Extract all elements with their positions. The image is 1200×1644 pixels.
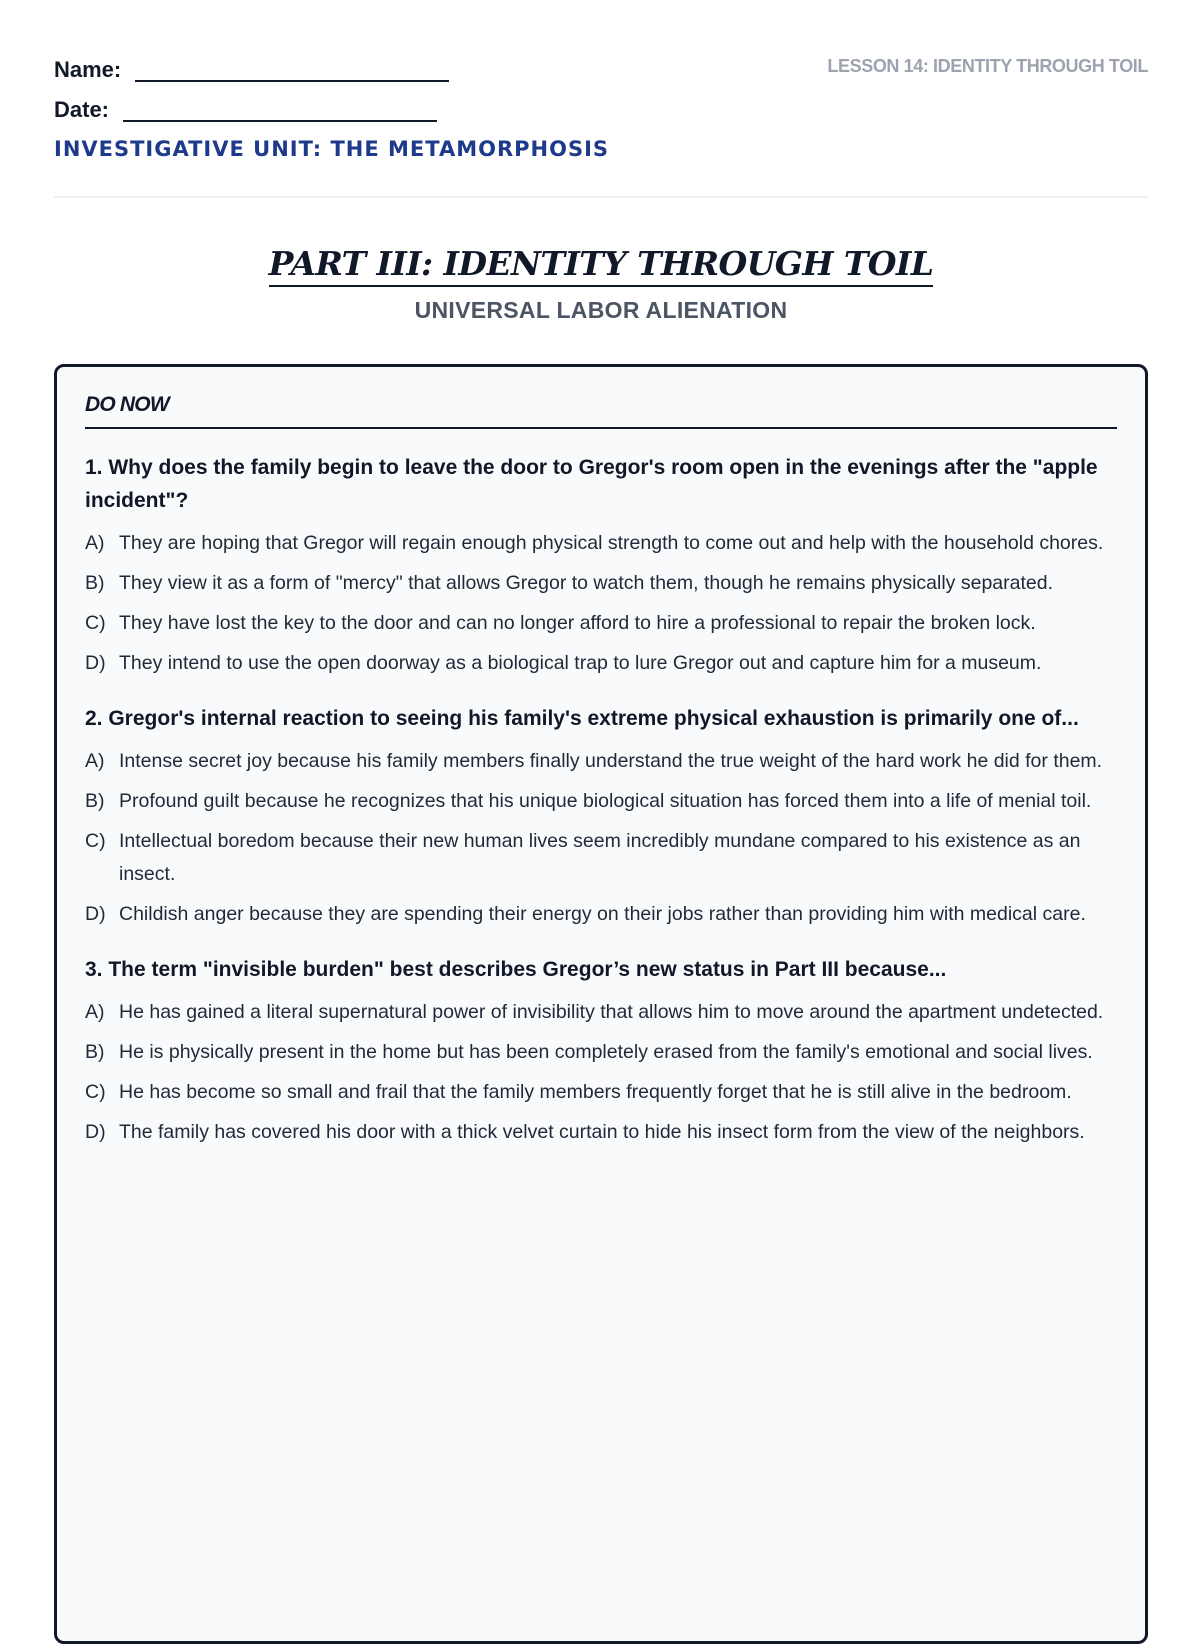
do-now-box <box>54 364 1148 1644</box>
choice-text: They view it as a form of "mercy" that allows Gregor to watch them, though he remains physically separated. <box>119 572 1054 594</box>
choice-letter: B) <box>85 1041 105 1063</box>
choice-text: Intellectual boredom because their new human lives seem incredibly mundane compared to his existence as an insect. <box>119 830 1081 885</box>
choice-text: He is physically present in the home but has been completely erased from the family's emotional and social lives. <box>119 1041 1093 1063</box>
choice-letter: D) <box>85 652 106 674</box>
title-block <box>54 244 1148 324</box>
choice-letter: A) <box>85 750 105 772</box>
name-label: Name: <box>54 57 122 82</box>
choice-text: He has become so small and frail that the family members frequently forget that he is still alive in the bedroom. <box>119 1081 1072 1103</box>
page-subtitle: UNIVERSAL LABOR ALIENATION <box>414 297 788 323</box>
choice-d[interactable] <box>85 898 1117 931</box>
choice-text: They have lost the key to the door and can no longer afford to hire a professional to repair the broken lock. <box>119 612 1036 634</box>
worksheet-header <box>54 0 1148 198</box>
choice-letter: A) <box>85 1001 105 1023</box>
choice-c[interactable] <box>85 825 1117 891</box>
choice-letter: C) <box>85 830 106 852</box>
choice-text: They intend to use the open doorway as a biological trap to lure Gregor out and capture him for a museum. <box>119 652 1042 674</box>
name-field-row <box>54 58 449 82</box>
do-now-heading: DO NOW <box>85 393 1117 429</box>
name-line[interactable] <box>135 60 449 82</box>
choice-letter: D) <box>85 903 106 925</box>
date-label: Date: <box>54 97 110 122</box>
choice-text: They are hoping that Gregor will regain enough physical strength to come out and help with the household chores. <box>119 532 1104 554</box>
choice-letter: C) <box>85 612 106 634</box>
question-3 <box>85 953 1117 1149</box>
choice-c[interactable] <box>85 607 1117 640</box>
choice-text: Childish anger because they are spending their energy on their jobs rather than providing him with medical care. <box>119 903 1086 925</box>
choice-b[interactable] <box>85 1036 1117 1069</box>
choice-d[interactable] <box>85 1116 1117 1149</box>
date-line[interactable] <box>123 100 437 122</box>
choice-d[interactable] <box>85 647 1117 680</box>
choice-letter: B) <box>85 572 105 594</box>
question-text: 1. Why does the family begin to leave the door to Gregor's room open in the evenings after the "apple incident"? <box>85 456 1098 512</box>
page-title: PART III: IDENTITY THROUGH TOIL <box>269 244 934 287</box>
choice-b[interactable] <box>85 567 1117 600</box>
choice-letter: B) <box>85 790 105 812</box>
date-field-row <box>54 98 437 122</box>
unit-title: INVESTIGATIVE UNIT: THE METAMORPHOSIS <box>54 137 610 161</box>
choice-a[interactable] <box>85 996 1117 1029</box>
choice-c[interactable] <box>85 1076 1117 1109</box>
choice-b[interactable] <box>85 785 1117 818</box>
question-text: 3. The term "invisible burden" best describes Gregor’s new status in Part III because... <box>85 958 947 981</box>
choice-text: He has gained a literal supernatural power of invisibility that allows him to move around the apartment undetected. <box>119 1001 1104 1023</box>
choice-text: Intense secret joy because his family members finally understand the true weight of the hard work he did for them. <box>119 750 1103 772</box>
lesson-tag: LESSON 14: IDENTITY THROUGH TOIL <box>827 56 1148 76</box>
choice-text: The family has covered his door with a thick velvet curtain to hide his insect form from the view of the neighbors. <box>119 1121 1085 1143</box>
choice-a[interactable] <box>85 745 1117 778</box>
choice-text: Profound guilt because he recognizes that his unique biological situation has forced them into a life of menial toil. <box>119 790 1092 812</box>
choice-letter: D) <box>85 1121 106 1143</box>
question-1 <box>85 451 1117 680</box>
choice-a[interactable] <box>85 527 1117 560</box>
worksheet-page <box>54 0 1148 1143</box>
choice-letter: A) <box>85 532 105 554</box>
choice-letter: C) <box>85 1081 106 1103</box>
question-2 <box>85 702 1117 931</box>
question-text: 2. Gregor's internal reaction to seeing his family's extreme physical exhaustion is primarily one of... <box>85 707 1079 730</box>
